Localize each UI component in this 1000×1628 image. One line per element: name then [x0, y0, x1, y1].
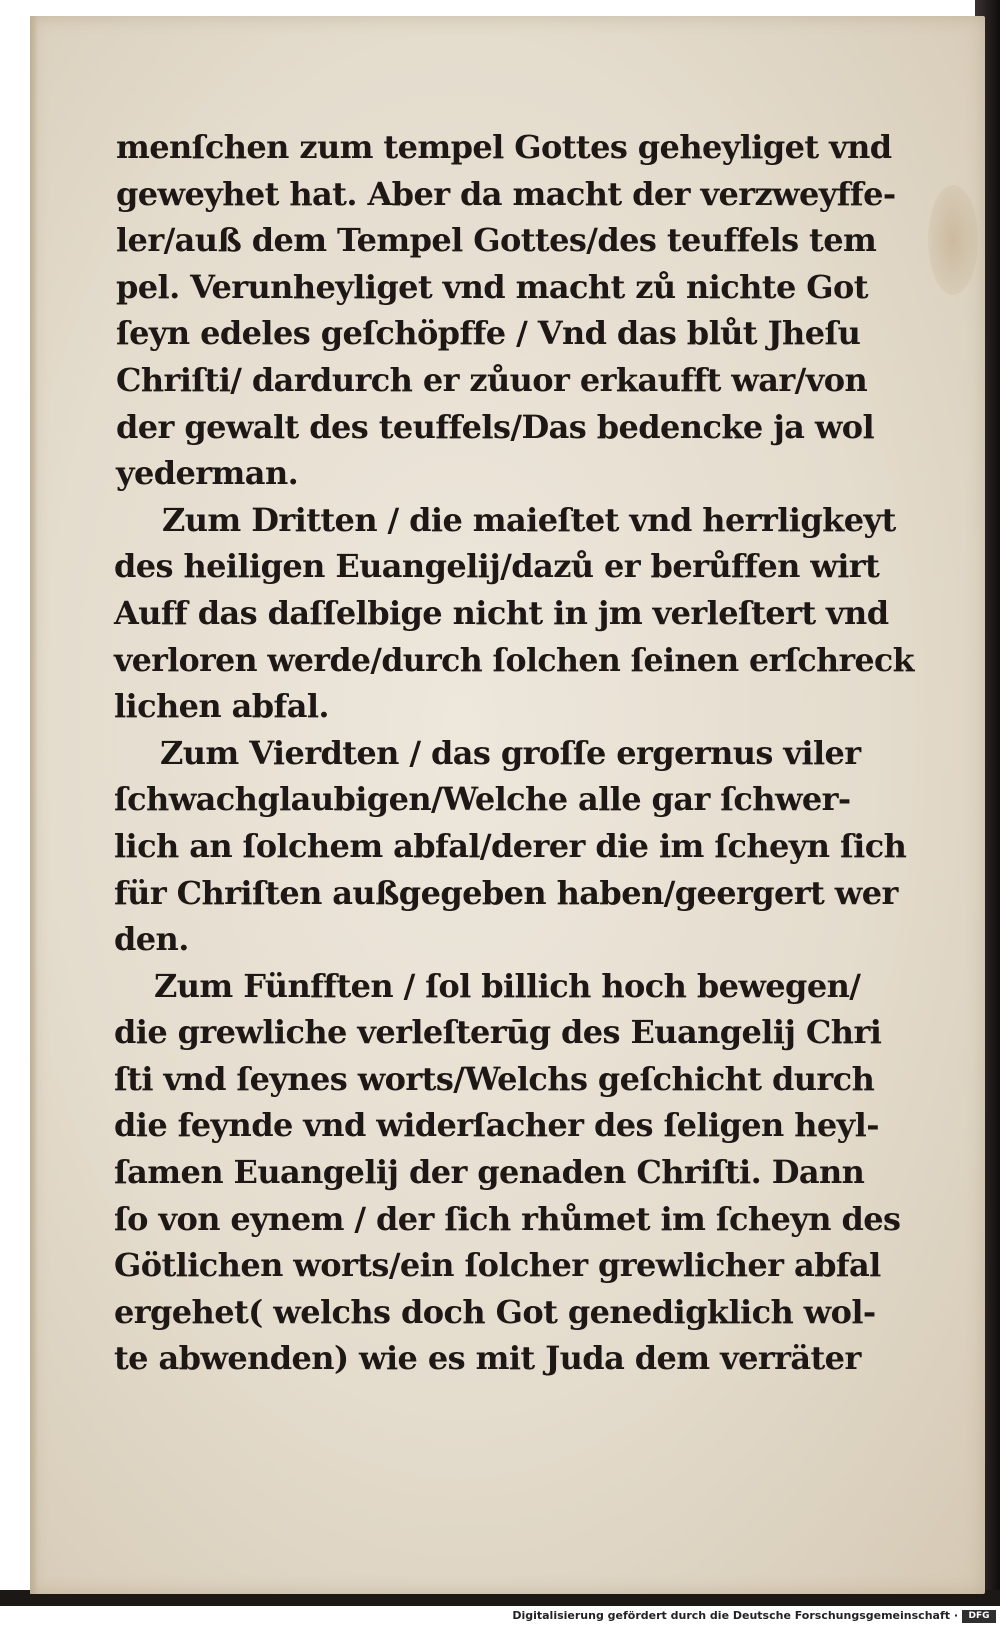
text-line: ergehet( welchs doch Got genedigklich wol- — [114, 1292, 876, 1331]
text-line: für Chriſten außgegeben haben/geergert wer — [114, 873, 898, 912]
text-line: menſchen zum tempel Gottes geheyliget vnd — [116, 128, 892, 166]
text-line: die feynde vnd widerſacher des ſeligen heyl- — [114, 1106, 879, 1145]
dfg-logo: DFG — [962, 1610, 996, 1623]
text-line: lich an ſolchem abfal/derer die im ſcheyn ſich — [114, 826, 907, 865]
text-line: ler/auß dem Tempel Gottes/des teuffels tem — [116, 221, 877, 260]
text-line: ſti vnd ſeynes worts/Welchs geſchicht durch — [114, 1059, 875, 1098]
paragraph-start-line: Zum Vierdten / das groſſe ergernus viler — [160, 733, 861, 772]
text-line: te abwenden) wie es mit Juda dem verräter — [114, 1339, 861, 1378]
text-line: pel. Verunheyliget vnd macht zů nichte Got — [116, 267, 868, 306]
text-line: lichen abfal. — [114, 687, 329, 726]
text-line: des heiligen Euangelij/dazů er berůffen wirt — [114, 547, 880, 586]
digitization-footer — [0, 1606, 1000, 1628]
paragraph-start-line: Zum Fünfften / ſol billich hoch bewegen/ — [154, 966, 861, 1005]
text-line: ſamen Euangelij der genaden Chriſti. Dann — [114, 1153, 865, 1192]
text-line: yederman. — [116, 454, 299, 493]
text-line: die grewliche verleſterūg des Euangelij Chri — [114, 1013, 882, 1052]
text-line: ſeyn edeles geſchöpffe / Vnd das blůt Jheſu — [116, 314, 861, 353]
paragraph-start-line: Zum Dritten / die maieſtet vnd herrligkeyt — [162, 500, 896, 539]
body-text — [114, 124, 914, 1382]
text-line: verloren werde/durch ſolchen ſeinen erſchreck — [114, 640, 914, 679]
text-line: ſo von eynem / der ſich rhůmet im ſcheyn des — [114, 1199, 901, 1238]
text-line: der gewalt des teuffels/Das bedencke ja wol — [116, 407, 875, 446]
text-line: Auff das daſſelbige nicht in jm verleſtert vnd — [114, 593, 889, 632]
text-line: Chriſti/ dardurch er zůuor erkaufft war/von — [116, 360, 868, 399]
text-line: den. — [114, 920, 189, 959]
text-line: ſchwachglaubigen/Welche alle gar ſchwer- — [114, 780, 851, 819]
paper-edge-shadow — [30, 16, 38, 1594]
text-line: Götlichen worts/ein ſolcher grewlicher abfal — [114, 1246, 881, 1285]
digitization-credit: Digitalisierung gefördert durch die Deutsche Forschungsgemeinschaft · — [512, 1609, 958, 1622]
paper-stain — [928, 185, 978, 295]
text-line: geweyhet hat. Aber da macht der verzweyffe- — [116, 174, 896, 213]
